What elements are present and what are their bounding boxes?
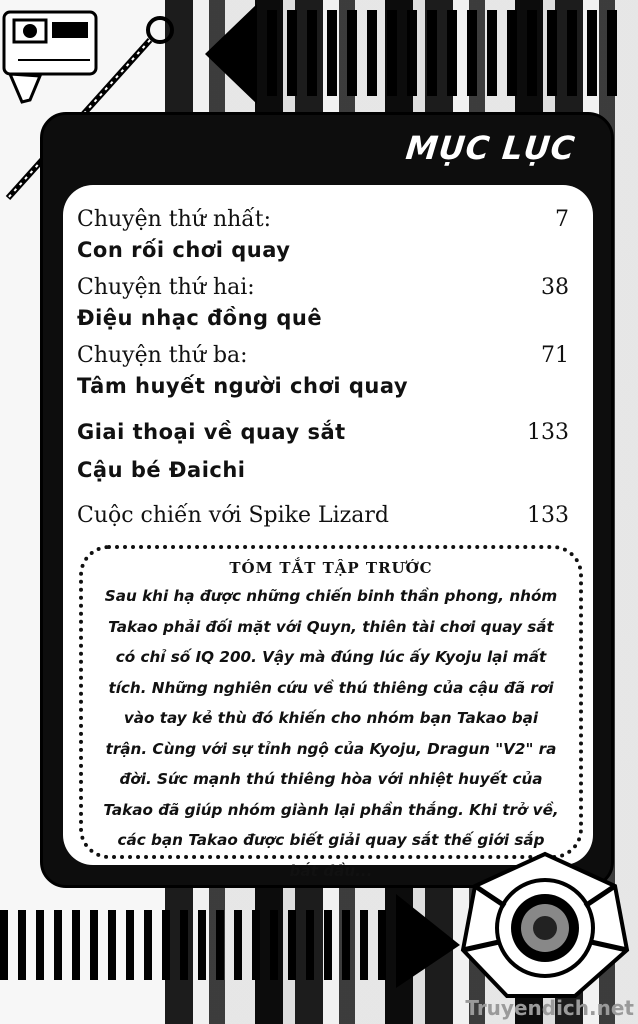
toc-entry-4[interactable] [77, 420, 577, 444]
toc-entry-3[interactable] [77, 343, 577, 398]
toc-entry-page: 38 [541, 275, 569, 300]
toc-entry-title: Điệu nhạc đồng quê [77, 306, 323, 330]
toc-entry-1[interactable] [77, 207, 577, 262]
toc-entry-title: Con rối chơi quay [77, 238, 291, 262]
toc-entry-page: 133 [527, 503, 569, 528]
page-title: MỤC LỤC [403, 129, 577, 167]
toc-entry-page: 133 [527, 420, 569, 445]
toc-entry-label: Chuyện thứ hai: [77, 275, 255, 300]
toc-entry-5[interactable] [77, 458, 577, 482]
toc-entry-6[interactable] [77, 503, 577, 528]
watermark: Truyendich.net [465, 996, 634, 1020]
toc-entry-2[interactable] [77, 275, 577, 330]
bottom-arrow [0, 880, 470, 990]
toc-entry-label: Chuyện thứ ba: [77, 343, 248, 368]
previous-summary-box [79, 545, 583, 880]
toc-entry-title: Cậu bé Đaichi [77, 458, 246, 482]
top-arrow [205, 0, 625, 108]
toc-entry-title: Giai thoại về quay sắt [77, 420, 346, 444]
toc-panel [40, 112, 614, 888]
summary-heading: TÓM TẮT TẬP TRƯỚC [229, 559, 433, 577]
toc-entry-label: Chuyện thứ nhất: [77, 207, 272, 232]
toc-entry-title: Tâm huyết người chơi quay [77, 374, 409, 398]
beyblade-illustration [455, 850, 635, 1000]
toc-entry-page: 7 [555, 207, 569, 232]
toc-entry-label: Cuộc chiến với Spike Lizard [77, 503, 389, 528]
summary-text: Sau khi hạ được những chiến binh thần phong, nhóm Takao phải đối mặt với Quyn, thiên tài chơi quay sắt có chỉ số IQ 200. Vậy mà đúng lúc ấy Kyoju lại mất tích. Những nghiên cứu về thú thiêng của cậu đã rơi vào tay kẻ thù đó khiến cho nhóm bạn Takao bại trận. Cùng với sự tỉnh ngộ của Kyoju, Dragun "V2" ra đời. Sức mạnh thú thiêng hòa với nhiệt huyết của Takao đã giúp nhóm giành lại phần thắng. Khi trở về, các bạn Takao được biết giải quay sắt thế giới sắp bắt đầu... [103, 587, 559, 880]
toc-content [63, 185, 593, 880]
toc-entry-page: 71 [541, 343, 569, 368]
